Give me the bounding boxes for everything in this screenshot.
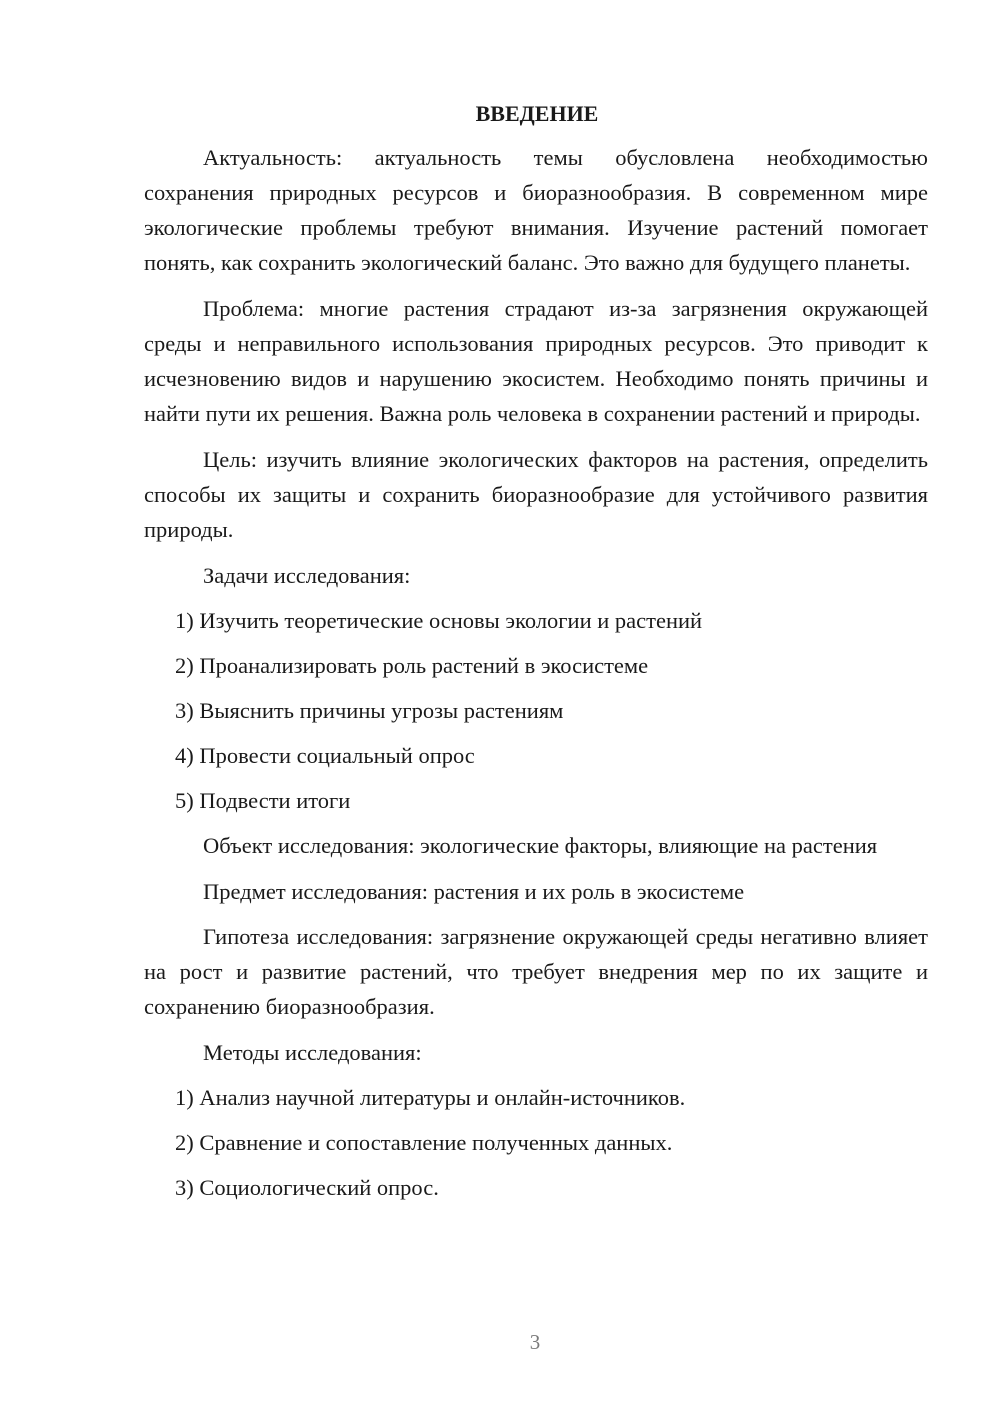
task-item: 4) Провести социальный опрос bbox=[175, 743, 475, 768]
object-paragraph: Объект исследования: экологические факторы, влияющие на растения bbox=[203, 833, 878, 858]
method-item: 1) Анализ научной литературы и онлайн-источников. bbox=[175, 1085, 686, 1110]
methods-heading: Методы исследования: bbox=[203, 1040, 422, 1065]
subject-paragraph: Предмет исследования: растения и их роль в экосистеме bbox=[203, 879, 745, 904]
relevance-paragraph: Актуальность: актуальность темы обусловлена необходимостью сохранения природных ресурсов и биоразнообразия. В современном мире экологические проблемы требуют внимания. Изучение растений помогает понять, как сохранить экологический баланс. Это важно для будущего планеты. bbox=[144, 145, 928, 275]
task-item: 3) Выяснить причины угрозы растениям bbox=[175, 698, 564, 723]
page-number: 3 bbox=[529, 1330, 541, 1354]
task-item: 5) Подвести итоги bbox=[175, 788, 351, 813]
task-item: 2) Проанализировать роль растений в экосистеме bbox=[175, 653, 649, 678]
method-item: 2) Сравнение и сопоставление полученных данных. bbox=[175, 1130, 673, 1155]
problem-paragraph: Проблема: многие растения страдают из-за загрязнения окружающей среды и неправильного использования природных ресурсов. Это приводит к исчезновению видов и нарушению экосистем. Необходимо понять причины и найти пути их решения. Важна роль человека в сохранении растений и природы. bbox=[144, 296, 928, 426]
page-content bbox=[144, 96, 928, 1215]
hypothesis-paragraph: Гипотеза исследования: загрязнение окружающей среды негативно влияет на рост и развитие растений, что требует внедрения мер по их защите и сохранению биоразнообразия. bbox=[144, 924, 928, 1019]
method-item: 3) Социологический опрос. bbox=[175, 1175, 439, 1200]
tasks-heading: Задачи исследования: bbox=[203, 563, 411, 588]
page-title: ВВЕДЕНИЕ bbox=[475, 101, 599, 126]
goal-paragraph: Цель: изучить влияние экологических факторов на растения, определить способы их защиты и сохранить биоразнообразие для устойчивого развития природы. bbox=[144, 447, 928, 542]
task-item: 1) Изучить теоретические основы экологии и растений bbox=[175, 608, 703, 633]
